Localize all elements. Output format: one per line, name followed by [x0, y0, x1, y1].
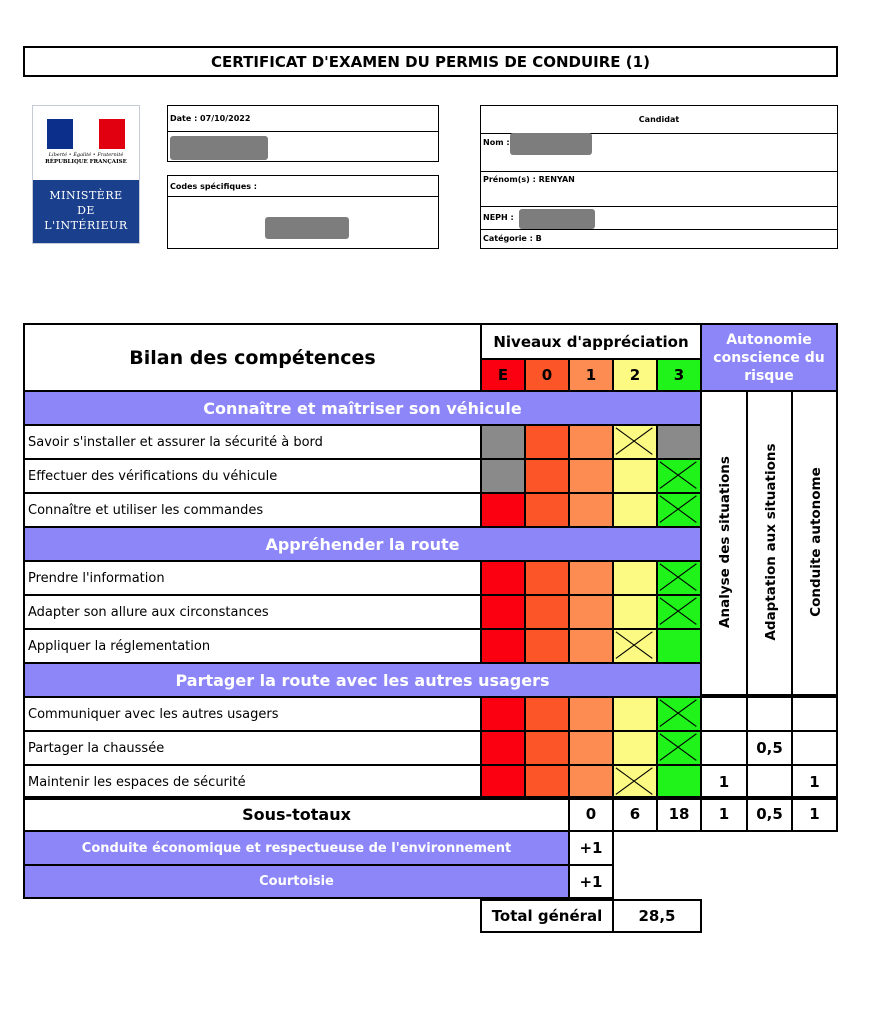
section-header-1: Connaître et maîtriser son véhicule — [23, 390, 702, 426]
cross-mark-icon — [658, 698, 700, 730]
candidate-neph-label: NEPH : — [483, 213, 514, 222]
subtotal-level-1: 0 — [568, 796, 614, 832]
cross-mark-icon — [658, 732, 700, 764]
section-header-3: Partager la route avec les autres usagers — [23, 662, 702, 698]
autonomy-value: 1 — [791, 764, 838, 800]
redacted-field — [265, 217, 349, 239]
level-cell-0[interactable] — [524, 628, 570, 664]
level-cell-1[interactable] — [568, 458, 614, 494]
level-cell-0[interactable] — [524, 492, 570, 528]
date-box — [167, 105, 439, 162]
level-cell-E[interactable] — [480, 594, 526, 630]
level-cell-E[interactable] — [480, 492, 526, 528]
level-cell-1[interactable] — [568, 696, 614, 732]
level-cell-E[interactable] — [480, 764, 526, 800]
republic-name: RÉPUBLIQUE FRANÇAISE — [45, 159, 127, 165]
level-cell-1[interactable] — [568, 560, 614, 596]
level-cell-E[interactable] — [480, 560, 526, 596]
ministry-line-1: MINISTÈRE — [49, 189, 123, 202]
level-cell-1[interactable] — [568, 764, 614, 800]
level-cell-E[interactable] — [480, 696, 526, 732]
level-cell-2[interactable] — [612, 730, 658, 766]
level-cell-0[interactable] — [524, 764, 570, 800]
autonomy-value — [791, 696, 838, 732]
autonomy-value — [700, 696, 748, 732]
level-cell-0[interactable] — [524, 424, 570, 460]
competence-label: Savoir s'installer et assurer la sécurité à bord — [23, 424, 482, 460]
subtotal-level-3: 18 — [656, 796, 702, 832]
autonomy-value — [791, 730, 838, 766]
subtotal-analyse: 1 — [700, 796, 748, 832]
autonomy-title: Autonomie conscience du risque — [700, 323, 838, 392]
competence-label: Appliquer la réglementation — [23, 628, 482, 664]
level-header-2: 0 — [524, 358, 570, 392]
level-cell-2-marked[interactable] — [612, 628, 658, 664]
level-cell-2[interactable] — [612, 594, 658, 630]
candidate-name-label: Nom : — [483, 138, 510, 147]
subtotals-label: Sous-totaux — [23, 796, 570, 832]
ministry-line-2: DE — [77, 204, 95, 217]
level-cell-2-marked[interactable] — [612, 424, 658, 460]
level-cell-3-marked[interactable] — [656, 560, 702, 596]
autonomy-col-label: Analyse des situations — [717, 456, 733, 628]
competence-label: Adapter son allure aux circonstances — [23, 594, 482, 630]
bonus-eco-value: +1 — [568, 830, 614, 866]
bonus-courtesy-label: Courtoisie — [23, 864, 570, 899]
autonomy-col-adaptation — [746, 390, 793, 696]
cross-mark-icon — [658, 494, 700, 526]
level-header-1: E — [480, 358, 526, 392]
document-title: CERTIFICAT D'EXAMEN DU PERMIS DE CONDUIRE (1) — [23, 46, 838, 77]
bonus-courtesy-value: +1 — [568, 864, 614, 899]
level-cell-2-marked[interactable] — [612, 764, 658, 800]
ministry-name — [33, 180, 139, 243]
level-cell-1[interactable] — [568, 628, 614, 664]
competence-label: Maintenir les espaces de sécurité — [23, 764, 482, 800]
competence-label: Communiquer avec les autres usagers — [23, 696, 482, 732]
cross-mark-icon — [658, 596, 700, 628]
cross-mark-icon — [658, 562, 700, 594]
level-cell-3-marked[interactable] — [656, 492, 702, 528]
level-cell-3-marked[interactable] — [656, 696, 702, 732]
level-cell-3-marked[interactable] — [656, 594, 702, 630]
level-header-4: 2 — [612, 358, 658, 392]
autonomy-value — [746, 696, 793, 732]
candidate-name-row — [481, 133, 837, 172]
level-cell-0[interactable] — [524, 696, 570, 732]
codes-box — [167, 175, 439, 249]
competence-label: Partager la chaussée — [23, 730, 482, 766]
exam-date: Date : 07/10/2022 — [168, 106, 438, 132]
republic-emblem — [33, 106, 139, 180]
subtotal-level-2: 6 — [612, 796, 658, 832]
ministry-line-3: L'INTÉRIEUR — [44, 219, 128, 232]
autonomy-col-label: Adaptation aux situations — [763, 443, 779, 641]
cross-mark-icon — [614, 630, 656, 662]
level-cell-3[interactable] — [656, 764, 702, 800]
section-header-2: Appréhender la route — [23, 526, 702, 562]
competence-label: Connaître et utiliser les commandes — [23, 492, 482, 528]
level-cell-3[interactable] — [656, 424, 702, 460]
level-cell-2[interactable] — [612, 560, 658, 596]
subtotal-adaptation: 0,5 — [746, 796, 793, 832]
autonomy-value — [700, 730, 748, 766]
candidate-box — [480, 105, 838, 249]
level-cell-E[interactable] — [480, 458, 526, 494]
level-header-5: 3 — [656, 358, 702, 392]
cross-mark-icon — [614, 766, 656, 798]
level-cell-2[interactable] — [612, 458, 658, 494]
level-cell-1[interactable] — [568, 424, 614, 460]
cross-mark-icon — [614, 426, 656, 458]
level-cell-2[interactable] — [612, 696, 658, 732]
autonomy-col-conduite — [791, 390, 838, 696]
levels-title: Niveaux d'appréciation — [480, 323, 702, 360]
grid-title: Bilan des compétences — [23, 323, 482, 392]
level-cell-3[interactable] — [656, 628, 702, 664]
level-cell-2[interactable] — [612, 492, 658, 528]
ministry-logo — [32, 105, 140, 244]
level-cell-E[interactable] — [480, 424, 526, 460]
autonomy-col-label: Conduite autonome — [808, 467, 824, 617]
autonomy-value: 0,5 — [746, 730, 793, 766]
level-cell-3-marked[interactable] — [656, 458, 702, 494]
level-cell-0[interactable] — [524, 730, 570, 766]
competence-label: Effectuer des vérifications du véhicule — [23, 458, 482, 494]
codes-label: Codes spécifiques : — [168, 176, 438, 197]
redacted-field — [510, 133, 592, 155]
level-cell-E[interactable] — [480, 730, 526, 766]
level-header-3: 1 — [568, 358, 614, 392]
redacted-field — [519, 209, 595, 229]
level-cell-E[interactable] — [480, 628, 526, 664]
autonomy-value — [746, 764, 793, 800]
redacted-field — [170, 136, 268, 160]
subtotal-conduite: 1 — [791, 796, 838, 832]
autonomy-col-analyse — [700, 390, 748, 696]
level-cell-1[interactable] — [568, 730, 614, 766]
level-cell-0[interactable] — [524, 458, 570, 494]
level-cell-1[interactable] — [568, 492, 614, 528]
level-cell-1[interactable] — [568, 594, 614, 630]
candidate-heading: Candidat — [481, 106, 837, 134]
total-value: 28,5 — [612, 899, 702, 933]
competence-label: Prendre l'information — [23, 560, 482, 596]
cross-mark-icon — [658, 460, 700, 492]
level-cell-0[interactable] — [524, 560, 570, 596]
marianne-flag-icon — [47, 119, 125, 149]
republic-motto: Liberté • Égalité • Fraternité — [48, 152, 124, 158]
bonus-eco-label: Conduite économique et respectueuse de l'environnement — [23, 830, 570, 866]
total-label: Total général — [480, 899, 614, 933]
level-cell-0[interactable] — [524, 594, 570, 630]
autonomy-value: 1 — [700, 764, 748, 800]
candidate-category: Catégorie : B — [483, 234, 542, 243]
candidate-neph-row — [481, 207, 837, 230]
level-cell-3-marked[interactable] — [656, 730, 702, 766]
candidate-firstname: Prénom(s) : RENYAN — [481, 171, 837, 207]
